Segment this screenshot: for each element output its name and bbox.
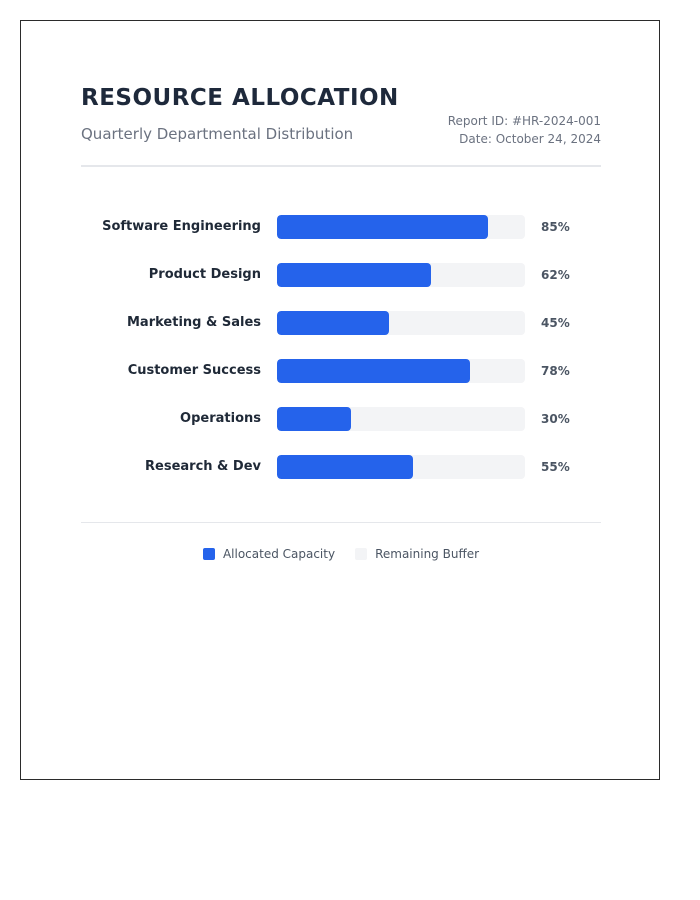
report-meta: [448, 112, 601, 148]
bar-track: [277, 455, 525, 479]
bar-category-label: Software Engineering: [102, 219, 261, 234]
bar-track: [277, 263, 525, 287]
legend-swatch-allocated: [203, 548, 215, 560]
bar-row: [81, 359, 601, 383]
bar-value-label: 45%: [541, 316, 570, 330]
bar-fill: [277, 407, 351, 431]
bar-value-label: 55%: [541, 460, 570, 474]
bar-track: [277, 215, 525, 239]
report-id: Report ID: #HR-2024-001: [447, 114, 601, 128]
bar-value-label: 78%: [541, 364, 570, 378]
bar-category-label: Customer Success: [127, 363, 261, 378]
bar-fill: [277, 455, 413, 479]
chart-legend: [81, 545, 601, 563]
allocation-bar-chart: [81, 207, 601, 497]
report-header: [81, 85, 601, 167]
bar-row: [81, 311, 601, 335]
bar-row: [81, 455, 601, 479]
bar-fill: [277, 263, 431, 287]
bar-category-label: Product Design: [148, 267, 261, 282]
bar-value-label: 30%: [541, 412, 570, 426]
bar-value-label: 62%: [541, 268, 570, 282]
bar-value-label: 85%: [541, 220, 570, 234]
report-date: Date: October 24, 2024: [459, 132, 601, 146]
bar-row: [81, 407, 601, 431]
bar-row: [81, 215, 601, 239]
bar-track: [277, 311, 525, 335]
legend-item-allocated: [203, 547, 335, 561]
bar-track: [277, 407, 525, 431]
report-card: [20, 20, 660, 780]
page-subtitle: Quarterly Departmental Distribution: [81, 125, 354, 143]
legend-label-remaining: Remaining Buffer: [375, 547, 480, 561]
bar-row: [81, 263, 601, 287]
bar-category-label: Research & Dev: [145, 459, 261, 474]
bar-track: [277, 359, 525, 383]
bar-fill: [277, 311, 389, 335]
legend-divider: [81, 522, 601, 523]
bar-category-label: Operations: [180, 411, 261, 426]
legend-item-remaining: [355, 547, 479, 561]
legend-label-allocated: Allocated Capacity: [222, 547, 336, 561]
bar-category-label: Marketing & Sales: [127, 315, 261, 330]
bar-fill: [277, 215, 488, 239]
bar-fill: [277, 359, 470, 383]
page-title: RESOURCE ALLOCATION: [81, 85, 399, 111]
legend-swatch-remaining: [355, 548, 367, 560]
